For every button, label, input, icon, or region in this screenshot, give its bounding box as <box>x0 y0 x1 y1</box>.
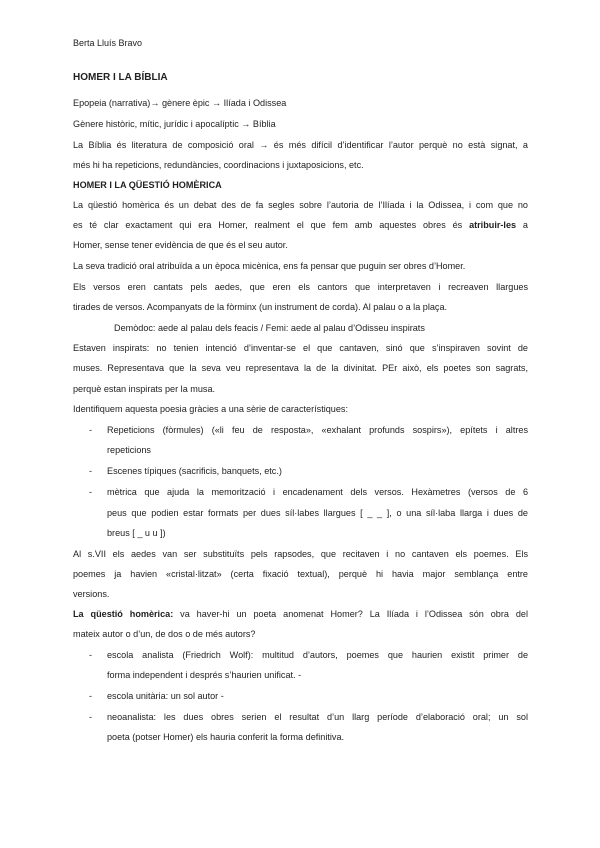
bullet-item-4-line-2: forma independent i després s’haurien unificat. - <box>107 670 302 680</box>
aedes-paragraph-line-1: Els versos eren cantats pels aedes, que eren els cantors que interpretaven i recreaven llargues <box>73 282 528 292</box>
bullet-item-6-line-1: neoanalista: les dues obres serien el resultat d’un llarg període d’elaboració oral; un sol <box>107 712 528 722</box>
homeric-question-line-2: mateix autor o d’un, de dos o de més autors? <box>73 629 256 639</box>
aedes-examples-line: Demòdoc: aede al palau dels feacis / Femi: aede al palau d’Odisseu inspirats <box>114 323 425 333</box>
question-paragraph-line-1: La qüestió homèrica és un debat des de fa segles sobre l’autoria de l’Ilíada i la Odissea, i com que no <box>73 200 528 210</box>
aedes-paragraph-line-2: tirades de versos. Acompanyats de la fòrminx (un instrument de corda). Al palau o a la plaça. <box>73 302 448 312</box>
author-header: Berta Lluís Bravo <box>73 38 143 48</box>
line-epopeia: Epopeia (narrativa)→ gènere èpic → Ilíada i Odissea <box>73 98 287 108</box>
line-genere: Gènere històric, mític, jurídic i apocalíptic → Bíblia <box>73 119 276 129</box>
oral-tradition-line: La seva tradició oral atribuïda a un època micènica, ens fa pensar que puguin ser obres d’Homer. <box>73 261 466 271</box>
bullet-item-1-line-1: Repeticions (fòrmules) («li feu de resposta», «exhalant profunds sospirs»), epítets i altres <box>107 425 528 435</box>
bullet-dash: - <box>89 466 93 476</box>
bullet-dash: - <box>89 712 93 722</box>
homeric-question-line-1: La qüestió homèrica: va haver-hi un poeta anomenat Homer? La Ilíada i l’Odissea són obra del <box>73 609 528 619</box>
bullet-item-4-line-1: escola analista (Friedrich Wolf): multitud d’autors, poemes que haurien existit primer de <box>107 650 528 660</box>
bullet-item-6-line-2: poeta (potser Homer) els hauria conferit la forma definitiva. <box>107 732 345 742</box>
rhapsodes-paragraph-line-1: Al s.VII els aedes van ser substituïts pels rapsodes, que recitaven i no cantaven els poemes. Els <box>73 549 528 559</box>
bullet-item-2: Escenes típiques (sacrificis, banquets, etc.) <box>107 466 282 476</box>
inspired-paragraph-line-1: Estaven inspirats: no tenien intenció d’inventar-se el que cantaven, sinó que s’inspiraven sovint de <box>73 343 528 353</box>
bullet-item-3-line-1: mètrica que ajuda la memorització i encadenament dels versos. Hexàmetres (versos de 6 <box>107 487 528 497</box>
question-paragraph-line-2: es té clar exactament qui era Homer, realment el que fem amb aquestes obres és atribuir-les a <box>73 220 528 230</box>
bullet-item-1-line-2: repeticions <box>107 445 151 455</box>
bible-paragraph-line-1: La Bíblia és literatura de composició oral → és més difícil d’identificar l’autor perquè no està signat, a <box>73 140 528 150</box>
characteristics-intro: Identifiquem aquesta poesia gràcies a una sèrie de característiques: <box>73 404 348 414</box>
bullet-dash: - <box>89 487 93 497</box>
page-title: HOMER I LA BÍBLIA <box>73 72 168 83</box>
rhapsodes-paragraph-line-3: versions. <box>73 589 110 599</box>
section-subtitle: HOMER I LA QÜESTIÓ HOMÈRICA <box>73 180 222 190</box>
inspired-paragraph-line-3: perquè estan inspirats per la musa. <box>73 384 216 394</box>
bullet-dash: - <box>89 691 93 701</box>
rhapsodes-paragraph-line-2: poemes ja havien «cristal·litzat» (certa fixació textual), perquè hi havia major semblança entre <box>73 569 528 579</box>
question-paragraph-line-3: Homer, sense tener evidència de que és el seu autor. <box>73 240 288 250</box>
bullet-item-5: escola unitària: un sol autor - <box>107 691 224 701</box>
bullet-item-3-line-3: breus [ _ u u ]) <box>107 528 166 538</box>
bullet-dash: - <box>89 425 93 435</box>
inspired-paragraph-line-2: muses. Representava que la seva veu representava la de la divinitat. PEr això, els poetes son sagrats, <box>73 363 528 373</box>
bullet-dash: - <box>89 650 93 660</box>
bible-paragraph-line-2: més hi ha repeticions, redundàncies, coordinacions i juxtaposicions, etc. <box>73 160 364 170</box>
bullet-item-3-line-2: peus que podien estar formats per dues síl·labes llargues [ _ _ ], o una síl·laba llarga i dues de <box>107 508 528 518</box>
